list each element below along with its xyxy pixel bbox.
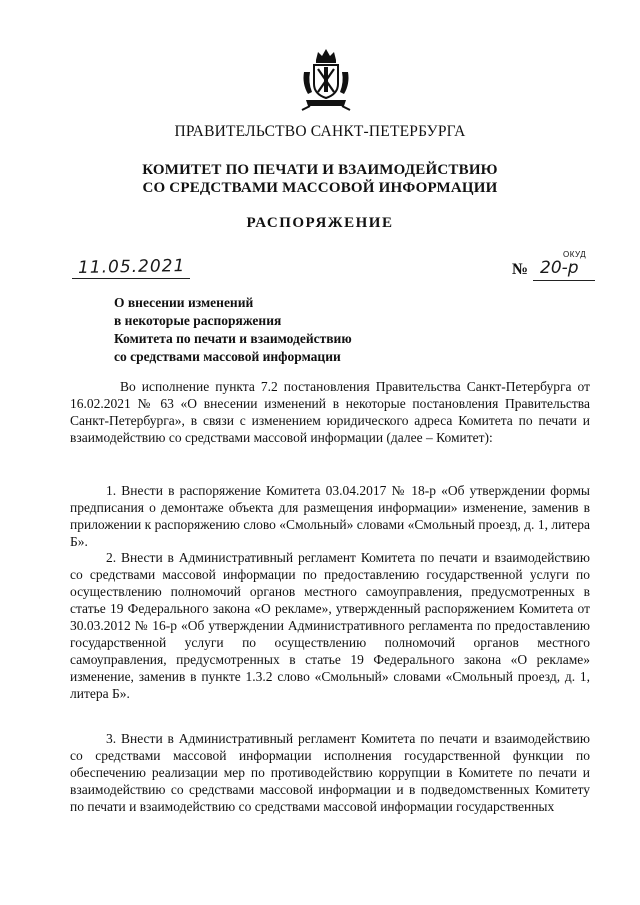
document-date — [78, 257, 188, 283]
document-type: РАСПОРЯЖЕНИЕ — [246, 215, 394, 231]
preamble-paragraph — [70, 378, 590, 446]
preamble-text: Во исполнение пункта 7.2 постановления Правительства Санкт-Петербурга от 16.02.2021 № 63 «О внесении изменений в некоторые постановления Правительства Санкт-Петербурга», в связи с изменением юридического адреса Комитета по печати и взаимодействию со средствами массовой информации (далее – Комитет): — [70, 379, 590, 445]
item-1-text: 1. Внести в распоряжение Комитета 03.04.2017 № 18-р «Об утверждении формы предписания о демонтаже объекта для размещения информации» изменение, заменив в приложении к распоряжению слово «Смольный» словами «Смольный проезд, д. 1, литера Б». — [70, 483, 590, 549]
document-number: 20-р — [540, 258, 579, 278]
item-3-paragraph — [70, 730, 590, 815]
subject-line1: О внесении изменений — [114, 295, 254, 310]
item-3-text: 3. Внести в Административный регламент Комитета по печати и взаимодействию со средствами массовой информации исполнения государственной функции по обеспечению реализации мер по противодействию коррупции в Комитете по печати и взаимодействию со средствами массовой информации и в подведомственных Комитету по печати и взаимодействию со средствами массовой информации государственных — [70, 731, 590, 814]
committee-name — [0, 161, 640, 197]
document-subject — [114, 294, 474, 366]
number-underline — [533, 280, 595, 281]
okud-label: ОКУД — [563, 250, 587, 259]
subject-line2: в некоторые распоряжения — [114, 313, 282, 328]
saint-petersburg-coat-of-arms-icon — [298, 46, 354, 112]
date-value: 11.05.2021 — [77, 256, 186, 278]
committee-name-line2: СО СРЕДСТВАМИ МАССОВОЙ ИНФОРМАЦИИ — [142, 180, 498, 196]
date-underline — [72, 278, 190, 279]
item-1-paragraph — [70, 482, 590, 550]
committee-name-line1: КОМИТЕТ ПО ПЕЧАТИ И ВЗАИМОДЕЙСТВИЮ — [142, 162, 498, 178]
number-prefix: № — [512, 261, 529, 278]
item-2-text: 2. Внести в Административный регламент Комитета по печати и взаимодействию со средствами массовой информации по предоставлению государственной услуги по осуществлению полномочий органов местного самоуправления, предусмотренных в статье 19 Федерального закона «О рекламе», утвержденный распоряжением Комитета от 30.03.2012 № 16-р «Об утверждении Административного регламента по предоставлению государственной услуги по осуществлению полномочий органов местного самоуправления, предусмотренных в статье 19 Федерального закона «О рекламе» изменение, заменив в пункте 1.3.2 слово «Смольный» словами «Смольный проезд, д. 1, литера Б». — [70, 550, 590, 701]
subject-line4: со средствами массовой информации — [114, 349, 341, 364]
subject-line3: Комитета по печати и взаимодействию — [114, 331, 352, 346]
item-2-paragraph — [70, 549, 590, 702]
government-title: ПРАВИТЕЛЬСТВО САНКТ-ПЕТЕРБУРГА — [174, 123, 466, 140]
